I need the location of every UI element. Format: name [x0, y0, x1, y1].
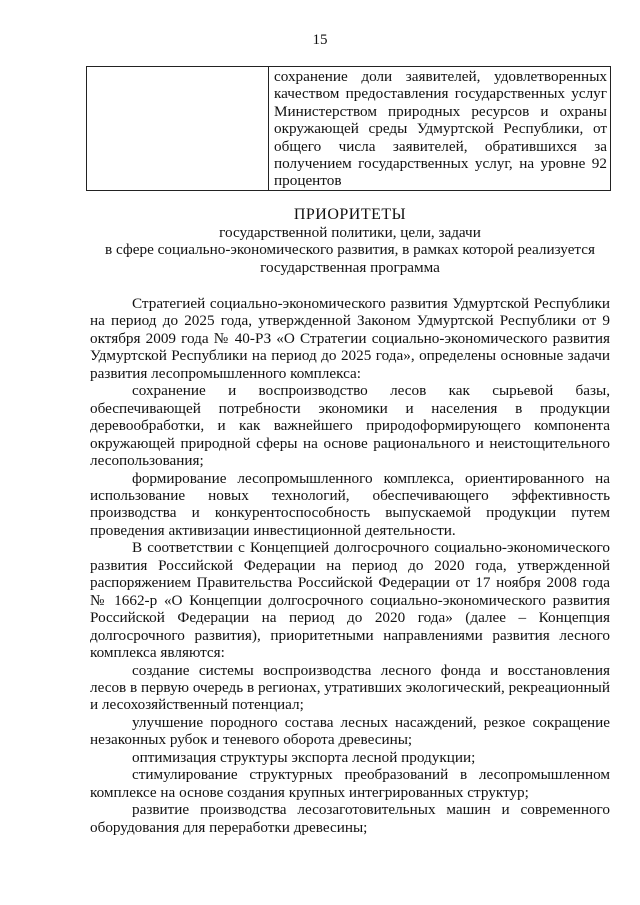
paragraph-priority-machinery: развитие производства лесозаготовительных машин и современного оборудования для переработки древесины;: [90, 801, 610, 836]
heading-subtitle-line3: государственная программа: [260, 258, 440, 276]
section-heading: [90, 206, 610, 276]
paragraph-priority-species: улучшение породного состава лесных насаждений, резкое сокращение незаконных рубок и теневого оборота древесины;: [90, 713, 610, 749]
indicator-table: [86, 66, 611, 191]
body-text: [90, 295, 610, 836]
heading-subtitle-line2: в сфере социально-экономического развития, в рамках которой реализуется: [105, 241, 595, 259]
table-row: [87, 67, 611, 191]
paragraph-task-formation: формирование лесопромышленного комплекса, ориентированного на использование новых технологий, обеспечивающего эффективность производства и конкурентоспособность выпускаемой продукции путем проведения активизации инвестиционной деятельности.: [90, 469, 610, 539]
paragraph-priority-reproduction: создание системы воспроизводства лесного фонда и восстановления лесов в первую очередь в регионах, утративших экологический, рекреационный и лесохозяйственный потенциал;: [90, 661, 610, 714]
paragraph-strategy-intro: Стратегией социально-экономического развития Удмуртской Республики на период до 2025 года, утвержденной Законом Удмуртской Республики от 9 октября 2009 года № 40-РЗ «О Стратегии социально-экономического развития Удмуртской Республики на период до 2025 года», определены основные задачи развития лесопромышленного комплекса:: [90, 295, 610, 382]
paragraph-priority-export: оптимизация структуры экспорта лесной продукции;: [132, 748, 476, 766]
paragraph-task-preservation: сохранение и воспроизводство лесов как сырьевой базы, обеспечивающей потребности экономики и населения в продукции деревообработки, и как важнейшего природоформирующего компонента окружающей природной сферы на основе рационального и неистощительного лесопользования;: [90, 382, 610, 470]
paragraph-concept-intro: В соответствии с Концепцией долгосрочного социально-экономического развития Российской Федерации на период до 2020 года, утвержденной распоряжением Правительства Российской Федерации от 17 ноября 2008 года № 1662-р «О Концепции долгосрочного социально-экономического развития Российской Федерации на период до 2020 года» (далее – Концепция долгосрочного развития), приоритетными направлениями развития лесного комплекса являются:: [90, 539, 610, 662]
table-cell-empty: [87, 67, 269, 191]
page-number: 15: [312, 32, 328, 48]
heading-title: ПРИОРИТЕТЫ: [293, 206, 407, 223]
paragraph-priority-structural: стимулирование структурных преобразований в лесопромышленном комплексе на основе создания крупных интегрированных структур;: [90, 766, 610, 801]
table-cell-text: сохранение доли заявителей, удовлетворенных качеством предоставления государственных услуг Министерством природных ресурсов и охраны окружающей среды Удмуртской Республики, от общего числа заявителей, обратившихся за получением государственных услуг, на уровне 92 процентов: [269, 67, 611, 191]
heading-subtitle-line1: государственной политики, цели, задачи: [219, 224, 481, 241]
